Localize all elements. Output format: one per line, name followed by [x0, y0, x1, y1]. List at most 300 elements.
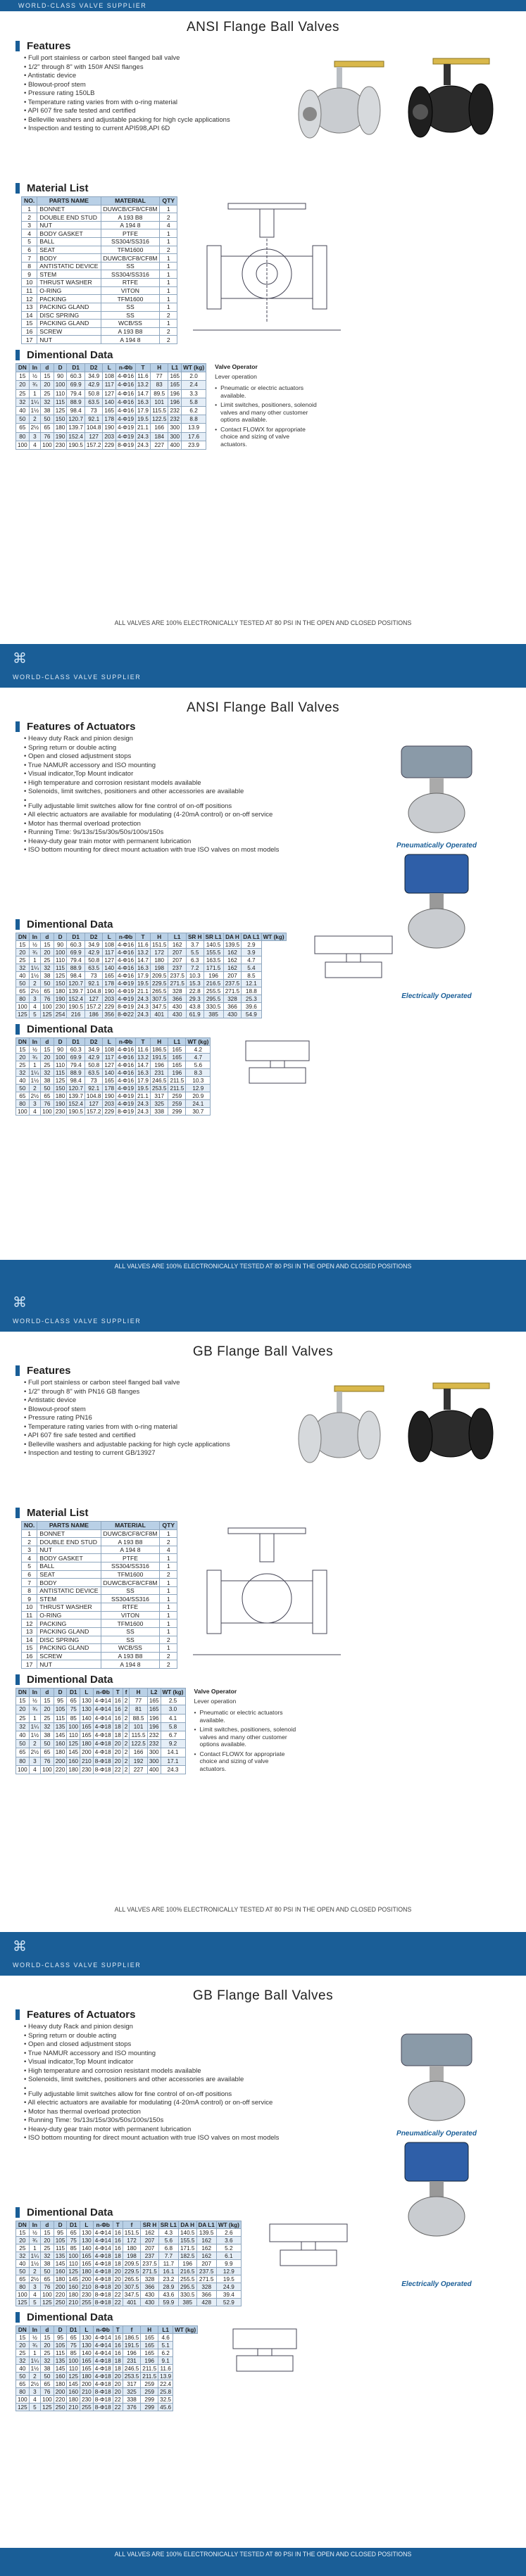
table-cell: 2½	[29, 2380, 40, 2388]
table-cell: 207	[223, 972, 242, 980]
table-cell: 8-Φ18	[93, 1757, 113, 1765]
table-cell: ¾	[29, 949, 40, 956]
table-cell: 166	[150, 424, 168, 432]
table-row	[16, 1046, 211, 1054]
table-cell: 20	[16, 2237, 30, 2244]
table-cell: 1	[29, 2244, 40, 2252]
table-row	[22, 1627, 177, 1636]
dimensional-block-2	[15, 1037, 526, 1116]
table-cell: 32	[41, 2357, 54, 2365]
table-cell: 76	[41, 1100, 54, 1108]
ansi-actuator-page	[0, 644, 526, 1288]
table-cell: 120.7	[67, 1085, 85, 1092]
table-cell: 330.5	[179, 2291, 197, 2299]
table-cell: A 193 B8	[101, 1652, 160, 1660]
table-cell: 157.2	[84, 1108, 103, 1116]
table-cell: SEAT	[37, 246, 101, 254]
logo-banner	[0, 644, 526, 688]
table-cell: 95	[54, 2334, 67, 2342]
feature-item	[24, 2085, 355, 2090]
table-cell: 6	[22, 1570, 37, 1579]
column-header: T	[136, 1038, 151, 1046]
column-header: D1	[67, 364, 85, 372]
table-cell: 232	[147, 1731, 161, 1739]
table-cell: 100	[16, 2396, 30, 2404]
operator-title: Valve Operator	[215, 363, 258, 370]
table-cell: 191.5	[150, 1054, 168, 1061]
table-cell: 25	[41, 2244, 54, 2252]
table-cell: 3	[29, 2283, 40, 2291]
table-cell: 4-Φ18	[93, 2373, 113, 2380]
table-cell: 110	[54, 956, 67, 964]
table-cell: 11	[22, 286, 37, 295]
table-cell: 4	[29, 2396, 40, 2404]
table-cell: 1	[160, 1595, 177, 1603]
table-cell: 85	[67, 2244, 80, 2252]
table-cell: 5.2	[216, 2244, 241, 2252]
table-row	[16, 1722, 186, 1731]
table-cell: 13.2	[136, 1054, 151, 1061]
table-row	[16, 941, 287, 949]
table-cell: 65	[41, 424, 54, 432]
column-header: DA H	[223, 933, 242, 941]
table-cell: 9.2	[161, 1740, 185, 1748]
column-header: T	[136, 933, 151, 941]
table-cell: 229	[103, 1108, 116, 1116]
table-cell: 32	[16, 1722, 30, 1731]
column-header: T	[113, 2221, 123, 2229]
features-block	[0, 1379, 526, 1502]
table-cell: 401	[150, 1011, 168, 1018]
table-cell: 338	[150, 1108, 168, 1116]
table-cell: 182.5	[179, 2252, 197, 2260]
feature-item: • Running Time: 9s/13s/15s/30s/50s/100s/150s	[24, 2116, 355, 2126]
table-cell: 180	[54, 2380, 67, 2388]
table-cell: 108	[103, 372, 116, 381]
table-cell: SS304/SS316	[101, 1595, 160, 1603]
table-cell: 255	[80, 2299, 94, 2306]
column-header: WT (kg)	[261, 933, 286, 941]
column-header: f	[123, 1688, 130, 1697]
table-row	[16, 1108, 211, 1116]
table-cell: 4-Φ16	[116, 941, 136, 949]
table-cell: 135	[54, 1722, 67, 1731]
table-cell: DISC SPRING	[37, 1636, 101, 1644]
table-cell: ANTISTATIC DEVICE	[37, 1586, 101, 1595]
table-cell: 15	[41, 941, 54, 949]
table-cell: 4.6	[158, 2334, 173, 2342]
column-header: D2	[84, 1038, 103, 1046]
table-cell: 2.5	[161, 1697, 185, 1705]
table-row	[16, 956, 287, 964]
table-cell: 3	[29, 2388, 40, 2396]
table-cell: 230	[54, 1108, 67, 1116]
table-cell: 76	[41, 995, 54, 1003]
table-cell: O-RING	[37, 286, 101, 295]
table-cell: 220	[54, 2291, 67, 2299]
table-cell: 130	[80, 2334, 94, 2342]
table-cell: 10.3	[186, 1077, 211, 1085]
table-cell: 8-Φ18	[93, 1765, 113, 1774]
table-cell: 430	[168, 1003, 187, 1011]
table-row	[16, 1054, 211, 1061]
table-cell: 100	[16, 1108, 30, 1116]
table-cell: 15	[16, 1697, 30, 1705]
test-note-banner	[0, 1260, 526, 1288]
table-cell: 1¼	[29, 2357, 40, 2365]
column-header: In	[29, 1038, 40, 1046]
table-cell: 232	[168, 415, 182, 424]
table-cell: 259	[141, 2388, 158, 2396]
table-cell: 4.7	[186, 1054, 211, 1061]
column-header: L1	[168, 933, 187, 941]
table-cell: 11.6	[136, 1046, 151, 1054]
table-cell: 5.1	[158, 2342, 173, 2349]
table-cell: 307.5	[123, 2283, 141, 2291]
table-cell: 165	[80, 1722, 94, 1731]
table-row	[16, 1748, 186, 1757]
table-cell: 65	[41, 1092, 54, 1100]
feature-item: • Pressure rating PN16	[24, 1414, 249, 1423]
table-cell: 401	[123, 2299, 141, 2306]
table-cell: 120.7	[67, 980, 85, 987]
feature-item: • Blowout-proof stem	[24, 81, 249, 90]
table-cell: 59.9	[158, 2299, 178, 2306]
table-cell: 4-Φ18	[93, 2268, 113, 2275]
column-header: D1	[67, 1688, 80, 1697]
valve-operator-box	[194, 1688, 296, 1774]
table-cell: 3	[22, 1546, 37, 1554]
table-row	[16, 441, 206, 449]
table-cell: 4-Φ19	[116, 980, 136, 987]
table-cell: 6	[22, 246, 37, 254]
column-header: D1	[67, 933, 85, 941]
table-cell: 4	[160, 221, 177, 229]
pneumatic-caption: Pneumatically Operated	[396, 2130, 477, 2138]
table-cell: 180	[123, 2244, 141, 2252]
column-header: L	[103, 364, 116, 372]
feature-item: • Temperature rating varies from with o-ring material	[24, 99, 249, 108]
column-header: d	[41, 2221, 54, 2229]
table-cell: 89.5	[150, 389, 168, 398]
table-cell: 246.5	[150, 1077, 168, 1085]
table-cell: 328	[196, 2283, 216, 2291]
table-cell: A 194 8	[101, 336, 160, 344]
table-cell: 1	[29, 2349, 40, 2357]
table-cell: PACKING GLAND	[37, 1627, 101, 1636]
table-cell: 38	[41, 2365, 54, 2373]
table-cell: 366	[196, 2291, 216, 2299]
table-cell: BONNET	[37, 1529, 101, 1538]
table-cell: 145	[67, 1748, 80, 1757]
table-row	[22, 1554, 177, 1562]
column-header: DN	[16, 1038, 30, 1046]
carbon-steel-valve-photo	[405, 54, 496, 146]
table-cell: 39.6	[242, 1003, 261, 1011]
table-row	[16, 398, 206, 406]
table-cell: 300	[168, 432, 182, 441]
table-cell: BODY	[37, 254, 101, 263]
feature-item: • True NAMUR accessory and ISO mounting	[24, 2050, 355, 2059]
table-cell: 140.5	[203, 941, 223, 949]
column-header: f	[123, 2326, 141, 2334]
table-cell: 15	[16, 2229, 30, 2237]
table-cell: DOUBLE END STUD	[37, 1538, 101, 1546]
table-cell: 115	[54, 2349, 67, 2357]
table-cell: 1½	[29, 1731, 40, 1739]
table-cell: 2	[123, 1697, 130, 1705]
table-cell: 63.5	[84, 1069, 103, 1077]
table-cell: 65	[16, 1092, 30, 1100]
table-cell: 271.5	[141, 2268, 159, 2275]
table-cell: 61.9	[186, 1011, 203, 1018]
table-cell: DOUBLE END STUD	[37, 213, 101, 222]
table-cell: 2.9	[242, 941, 261, 949]
table-cell: 88.9	[67, 1069, 85, 1077]
table-cell: 9.9	[216, 2260, 241, 2268]
column-header: MATERIAL	[101, 1522, 160, 1530]
column-header: D	[54, 2326, 67, 2334]
table-cell: 63.5	[84, 398, 103, 406]
table-cell: RTFE	[101, 279, 160, 287]
table-row	[22, 229, 177, 238]
electric-dimension-drawing	[218, 1037, 337, 1087]
table-cell: 100	[16, 441, 30, 449]
table-row	[16, 1765, 186, 1774]
features-list	[24, 54, 249, 134]
table-cell: 152.4	[67, 432, 85, 441]
table-cell: 4-Φ18	[93, 2380, 113, 2388]
table-row	[16, 980, 287, 987]
table-cell: 8.3	[186, 1069, 211, 1077]
table-cell: 328	[141, 2275, 159, 2283]
dimensional-heading-2: Dimentional Data	[15, 1024, 526, 1035]
table-cell: 22	[113, 2291, 123, 2299]
table-cell: 1	[160, 238, 177, 246]
supplier-tagline: WORLD-CLASS VALVE SUPPLIER	[13, 1962, 142, 1969]
table-cell: 127	[103, 1061, 116, 1069]
table-cell: 75	[67, 2237, 80, 2244]
material-list-heading: Material List	[15, 1508, 526, 1518]
table-cell: 229.5	[150, 980, 168, 987]
table-cell: 231	[123, 2357, 141, 2365]
table-cell: 125	[67, 2268, 80, 2275]
table-cell: 140	[103, 964, 116, 972]
column-header: n-Φb	[93, 2221, 113, 2229]
table-cell: 125	[67, 2373, 80, 2380]
table-cell: 2	[160, 336, 177, 344]
table-cell: 125	[16, 2299, 30, 2306]
table-cell: SS	[101, 262, 160, 270]
table-cell: DISC SPRING	[37, 311, 101, 320]
table-cell: 50	[16, 2268, 30, 2275]
feature-item: • ISO bottom mounting for direct mount actuation with true ISO valves on most models	[24, 846, 355, 855]
feature-item: • Spring return or double acting	[24, 744, 355, 753]
table-cell: 1	[160, 1627, 177, 1636]
table-cell: 196	[168, 389, 182, 398]
table-row	[22, 1546, 177, 1554]
table-cell: 54.9	[242, 1011, 261, 1018]
table-cell: 20	[41, 2342, 54, 2349]
table-cell: 9.1	[158, 2357, 173, 2365]
table-row	[22, 327, 177, 336]
table-cell: 29.3	[186, 995, 203, 1003]
table-cell: 200	[80, 2275, 94, 2283]
dimensional-heading-1: Dimentional Data	[15, 2207, 526, 2218]
table-cell: PACKING	[37, 1620, 101, 1628]
table-cell: 299	[141, 2396, 158, 2404]
table-cell: 34.9	[84, 372, 103, 381]
table-cell: 76	[41, 1757, 54, 1765]
table-row	[22, 1644, 177, 1653]
table-cell: 100	[16, 1765, 30, 1774]
table-cell: 24.3	[136, 441, 151, 449]
table-cell: 180	[54, 424, 67, 432]
table-cell: SEAT	[37, 1570, 101, 1579]
table-cell: 196	[123, 2349, 141, 2357]
table-cell: 79.4	[67, 1061, 85, 1069]
table-cell: WCB/SS	[101, 320, 160, 328]
table-cell: 2	[160, 1660, 177, 1669]
table-cell: 259	[168, 1100, 186, 1108]
table-cell: 180	[80, 2268, 94, 2275]
table-cell: 140	[80, 2349, 94, 2357]
table-cell: TFM1600	[101, 295, 160, 303]
feature-item: • Motor has thermal overload protection	[24, 820, 355, 829]
table-cell: 90	[54, 941, 67, 949]
table-cell: 130	[80, 2342, 94, 2349]
table-cell: 4-Φ16	[116, 372, 136, 381]
feature-item: • All electric actuators are available for modulating (4-20mA control) or on-off service	[24, 811, 355, 820]
table-cell: 95	[54, 2229, 67, 2237]
table-cell: PACKING GLAND	[37, 303, 101, 311]
table-cell: 2	[29, 2373, 40, 2380]
table-cell: 14.7	[136, 389, 151, 398]
table-cell: 20	[16, 1705, 30, 1714]
table-cell: 180	[150, 956, 168, 964]
table-row	[16, 2275, 242, 2283]
stainless-valve-photo	[296, 1379, 387, 1470]
table-cell: 8-Φ18	[93, 2396, 113, 2404]
table-cell: 196	[147, 1722, 161, 1731]
table-cell: 15	[16, 2334, 30, 2342]
table-cell: 8-Φ22	[116, 1011, 136, 1018]
table-cell: 80	[16, 1757, 30, 1765]
actuator-features-heading: Features of Actuators	[15, 721, 526, 732]
table-cell: 110	[67, 1731, 80, 1739]
table-cell: 11	[22, 1611, 37, 1620]
table-row	[16, 2357, 198, 2365]
table-cell: 271.5	[168, 980, 187, 987]
table-cell: 210	[80, 2283, 94, 2291]
column-header: NO.	[22, 1522, 37, 1530]
column-header: WT (kg)	[186, 1038, 211, 1046]
feature-item: • Visual indicator,Top Mount indicator	[24, 770, 355, 779]
table-cell: 400	[168, 441, 182, 449]
table-cell: 16	[113, 1697, 123, 1705]
company-logo: ⌘	[13, 1295, 27, 1311]
table-cell: 19.5	[136, 980, 151, 987]
table-cell: 4-Φ14	[93, 1714, 113, 1722]
table-cell: 16	[113, 2342, 123, 2349]
table-cell: 200	[80, 2380, 94, 2388]
table-cell: 1	[22, 1529, 37, 1538]
table-cell: 43.6	[158, 2291, 178, 2299]
table-cell: 165	[103, 972, 116, 980]
operator-title: Valve Operator	[194, 1688, 237, 1695]
table-cell: 140	[80, 1714, 94, 1722]
table-cell: 20	[113, 2380, 123, 2388]
table-cell: 1	[160, 1644, 177, 1653]
table-row	[16, 1100, 211, 1108]
table-row	[22, 1529, 177, 1538]
table-cell: 232	[168, 406, 182, 415]
table-cell: 8.5	[242, 972, 261, 980]
table-cell: 190	[54, 1100, 67, 1108]
table-cell: 328	[223, 995, 242, 1003]
table-cell: STEM	[37, 270, 101, 279]
table-cell: 125	[16, 1011, 30, 1018]
supplier-tagline: WORLD-CLASS VALVE SUPPLIER	[13, 1318, 142, 1325]
table-cell: 4-Φ19	[116, 995, 136, 1003]
table-cell: 14.7	[136, 956, 151, 964]
table-cell: ½	[29, 941, 40, 949]
table-cell: 2	[123, 1705, 130, 1714]
table-cell: PTFE	[101, 1554, 160, 1562]
table-cell: 190	[54, 432, 67, 441]
page-title: GB Flange Ball Valves	[192, 1988, 334, 2003]
table-cell: 20	[113, 2275, 123, 2283]
table-cell: 4-Φ18	[93, 2365, 113, 2373]
feature-item: • Inspection and testing to current API598,API 6D	[24, 125, 249, 134]
table-cell: 300	[147, 1748, 161, 1757]
table-cell: 3	[29, 1757, 40, 1765]
table-cell: 32	[16, 964, 30, 972]
table-cell: 190	[103, 424, 116, 432]
table-cell: 100	[54, 1054, 67, 1061]
feature-item: • Heavy duty Rack and pinion design	[24, 2023, 355, 2032]
table-cell: 34.9	[84, 941, 103, 949]
table-cell: 1	[160, 1586, 177, 1595]
table-cell: 200	[54, 2283, 67, 2291]
table-cell: DUWCB/CF8/CF8M	[101, 254, 160, 263]
table-cell: 38	[41, 1731, 54, 1739]
table-cell: 125	[16, 2404, 30, 2411]
column-header: D	[54, 1688, 67, 1697]
feature-item: • Solenoids, limit switches, positioners and other accessories are available	[24, 2076, 355, 2085]
table-cell: 4-Φ16	[116, 1069, 136, 1077]
material-table	[21, 1521, 177, 1669]
column-header: DN	[16, 2326, 30, 2334]
table-row	[16, 949, 287, 956]
table-cell: 8-Φ19	[116, 441, 136, 449]
table-cell: NUT	[37, 221, 101, 229]
table-cell: 50.8	[84, 389, 103, 398]
table-cell: 80	[16, 432, 30, 441]
table-cell: VITON	[101, 286, 160, 295]
column-header: D	[54, 1038, 67, 1046]
gb-actuator-page	[0, 1932, 526, 2576]
table-cell: 16	[22, 1652, 37, 1660]
table-cell: 220	[54, 2396, 67, 2404]
table-cell: 1¼	[29, 964, 40, 972]
table-cell: 229.5	[123, 2268, 141, 2275]
table-cell: 17.1	[161, 1757, 185, 1765]
table-cell: 32	[16, 2252, 30, 2260]
table-cell: 65	[16, 2275, 30, 2283]
table-cell: 60.3	[67, 1046, 85, 1054]
stainless-valve-photo	[296, 54, 387, 146]
